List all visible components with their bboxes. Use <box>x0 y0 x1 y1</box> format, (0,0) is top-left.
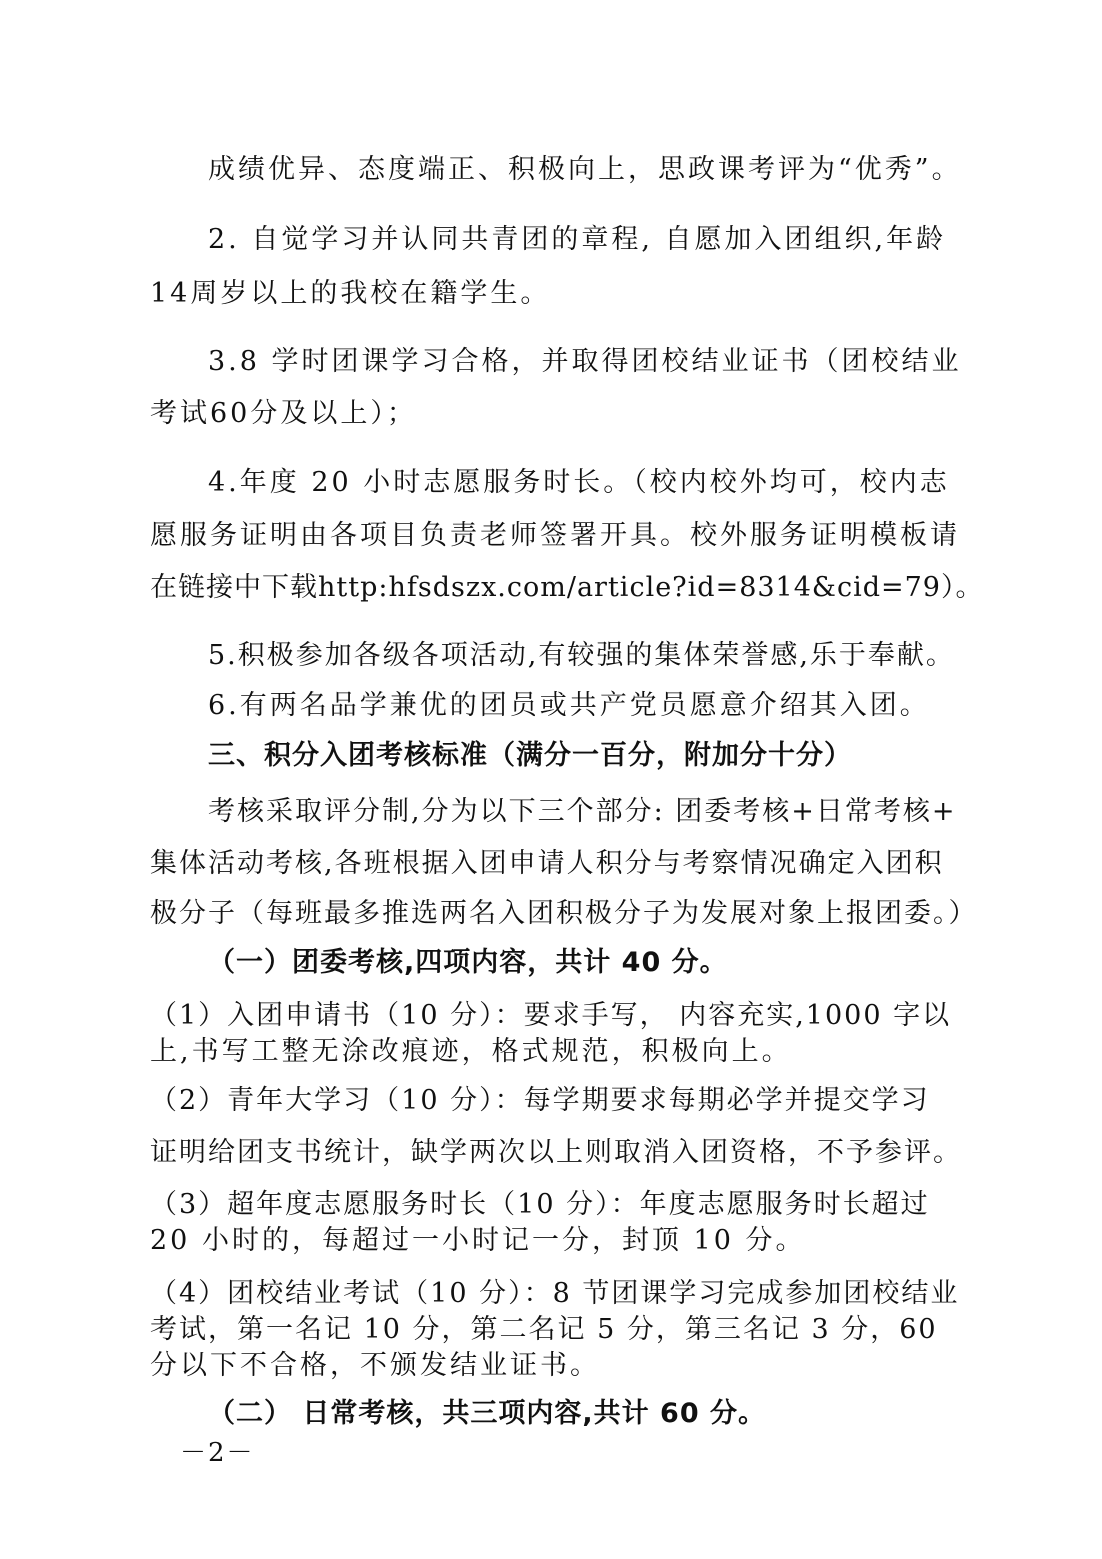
text-line: 20 小时的，每超过一小时记一分，封顶 10 分。 <box>150 1225 806 1256</box>
section-heading-3: 三、积分入团考核标准（满分一百分，附加分十分） <box>208 740 852 771</box>
text-line: （4）团校结业考试（10 分）：8 节团课学习完成参加团校结业 <box>150 1278 960 1309</box>
text-line: 极分子（每班最多推选两名入团积极分子为发展对象上报团委。） <box>150 898 978 929</box>
text-line: 考试，第一名记 10 分，第二名记 5 分，第三名记 3 分，60 <box>150 1314 938 1345</box>
text-line: 分以下不合格，不颁发结业证书。 <box>150 1350 600 1381</box>
subsection-heading-1: （一）团委考核,四项内容，共计 40 分。 <box>208 947 728 978</box>
text-line: 证明给团支书统计，缺学两次以上则取消入团资格，不予参评。 <box>150 1137 962 1168</box>
text-line: 愿服务证明由各项目负责老师签署开具。校外服务证明模板请 <box>150 520 960 551</box>
subsection-heading-2: （二） 日常考核，共三项内容,共计 60 分。 <box>208 1398 767 1429</box>
page-number: －2－ <box>180 1438 255 1468</box>
text-line: 6.有两名品学兼优的团员或共产党员愿意介绍其入团。 <box>208 690 930 721</box>
text-line: （2）青年大学习（10 分）：每学期要求每期必学并提交学习 <box>150 1085 930 1116</box>
text-line: 上,书写工整无涂改痕迹，格式规范，积极向上。 <box>150 1036 792 1067</box>
text-line: 集体活动考核,各班根据入团申请人积分与考察情况确定入团积 <box>150 848 944 879</box>
text-line: 5.积极参加各级各项活动,有较强的集体荣誉感,乐于奉献。 <box>208 640 955 671</box>
text-line: 成绩优异、态度端正、积极向上，思政课考评为“优秀”。 <box>208 154 962 185</box>
text-line: 在链接中下载http:hfsdszx.com/article?id=8314&cid=79）。 <box>150 572 984 603</box>
text-line: （1）入团申请书（10 分）：要求手写， 内容充实,1000 字以 <box>150 1000 952 1031</box>
text-line: （3）超年度志愿服务时长（10 分）：年度志愿服务时长超过 <box>150 1189 930 1220</box>
text-line: 2. 自觉学习并认同共青团的章程, 自愿加入团组织,年龄 <box>208 224 947 255</box>
text-line: 4.年度 20 小时志愿服务时长。（校内校外均可，校内志 <box>208 467 950 498</box>
text-line: 考核采取评分制,分为以下三个部分: 团委考核+日常考核+ <box>208 796 957 827</box>
text-line: 考试60分及以上）； <box>150 398 417 429</box>
text-line: 3.8 学时团课学习合格，并取得团校结业证书（团校结业 <box>208 346 962 377</box>
text-line: 14周岁以上的我校在籍学生。 <box>150 278 551 309</box>
